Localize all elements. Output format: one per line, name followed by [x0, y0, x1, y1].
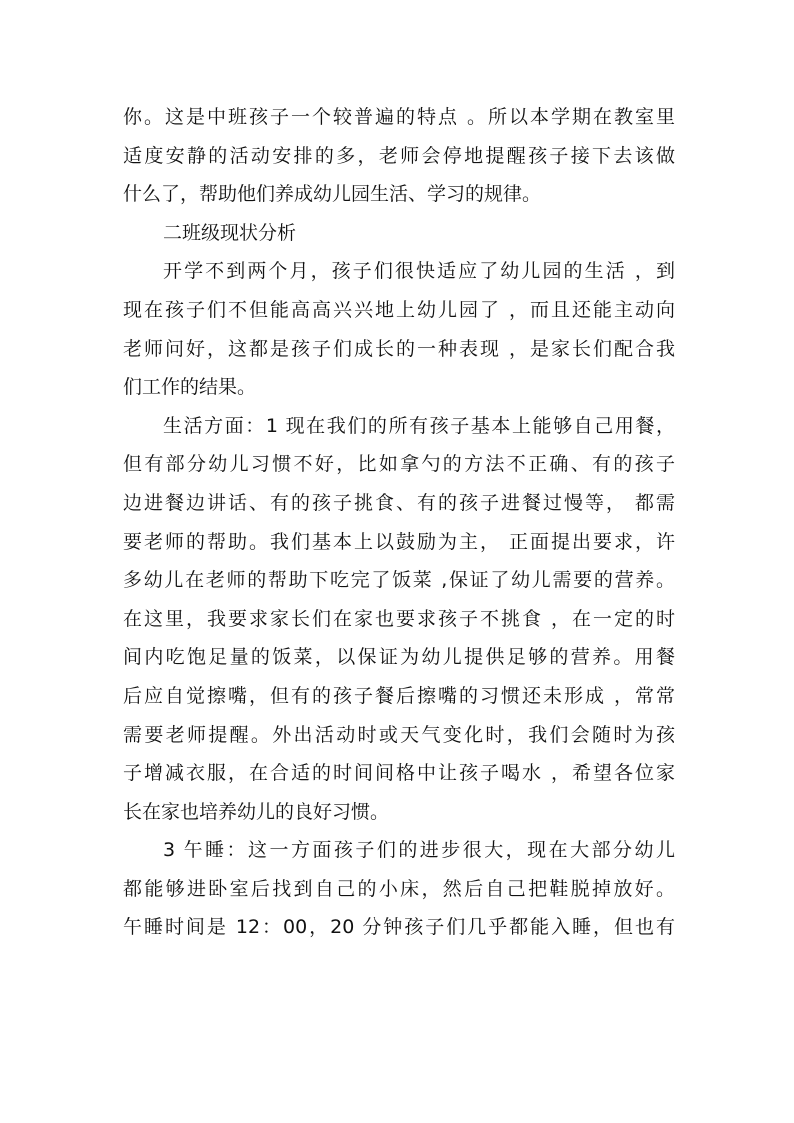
text-line: 什么了，帮助他们养成幼儿园生活、学习的规律。	[123, 183, 542, 206]
text-line: 老师问好，这都是孩子们成长的一种表现 ，是家长们配合我	[123, 337, 675, 360]
text-line: 边进餐边讲话、有的孩子挑食、有的孩子进餐过慢等， 都需	[123, 491, 675, 514]
text-line: 3 午睡：这一方面孩子们的进步很大，现在大部分幼儿	[163, 839, 675, 862]
text-line: 长在家也培养幼儿的良好习惯。	[123, 800, 390, 823]
text-line: 需要老师提醒。外出活动时或天气变化时，我们会随时为孩	[123, 723, 675, 746]
text-line: 午睡时间是 12：00，20 分钟孩子们几乎都能入睡，但也有	[123, 916, 675, 939]
text-line: 们工作的结果。	[123, 376, 257, 399]
text-line: 多幼儿在老师的帮助下吃完了饭菜 ,保证了幼儿需要的营养。	[123, 569, 675, 592]
text-line: 现在孩子们不但能高高兴兴地上幼儿园了 ，而且还能主动向	[123, 298, 675, 321]
text-line: 生活方面：1 现在我们的所有孩子基本上能够自己用餐，	[163, 414, 675, 437]
text-line: 二班级现状分析	[163, 221, 297, 244]
text-line: 子增减衣服，在合适的时间间格中让孩子喝水 ，希望各位家	[123, 762, 675, 785]
document-body	[123, 98, 675, 947]
text-line: 要老师的帮助。我们基本上以鼓励为主， 正面提出要求，许	[123, 530, 675, 553]
text-line: 但有部分幼儿习惯不好，比如拿勺的方法不正确、有的孩子	[123, 453, 675, 476]
text-line: 开学不到两个月，孩子们很快适应了幼儿园的生活 ，到	[163, 260, 675, 283]
text-line: 适度安静的活动安排的多，老师会停地提醒孩子接下去该做	[123, 144, 675, 167]
text-line: 你。这是中班孩子一个较普遍的特点 。所以本学期在教室里	[123, 106, 675, 128]
text-line: 后应自觉擦嘴，但有的孩子餐后擦嘴的习惯还未形成 ，常常	[123, 684, 675, 707]
text-line: 都能够进卧室后找到自己的小床，然后自己把鞋脱掉放好。	[123, 877, 675, 900]
text-line: 在这里，我要求家长们在家也要求孩子不挑食 ，在一定的时	[123, 607, 675, 630]
text-line: 间内吃饱足量的饭菜，以保证为幼儿提供足够的营养。用餐	[123, 646, 675, 669]
